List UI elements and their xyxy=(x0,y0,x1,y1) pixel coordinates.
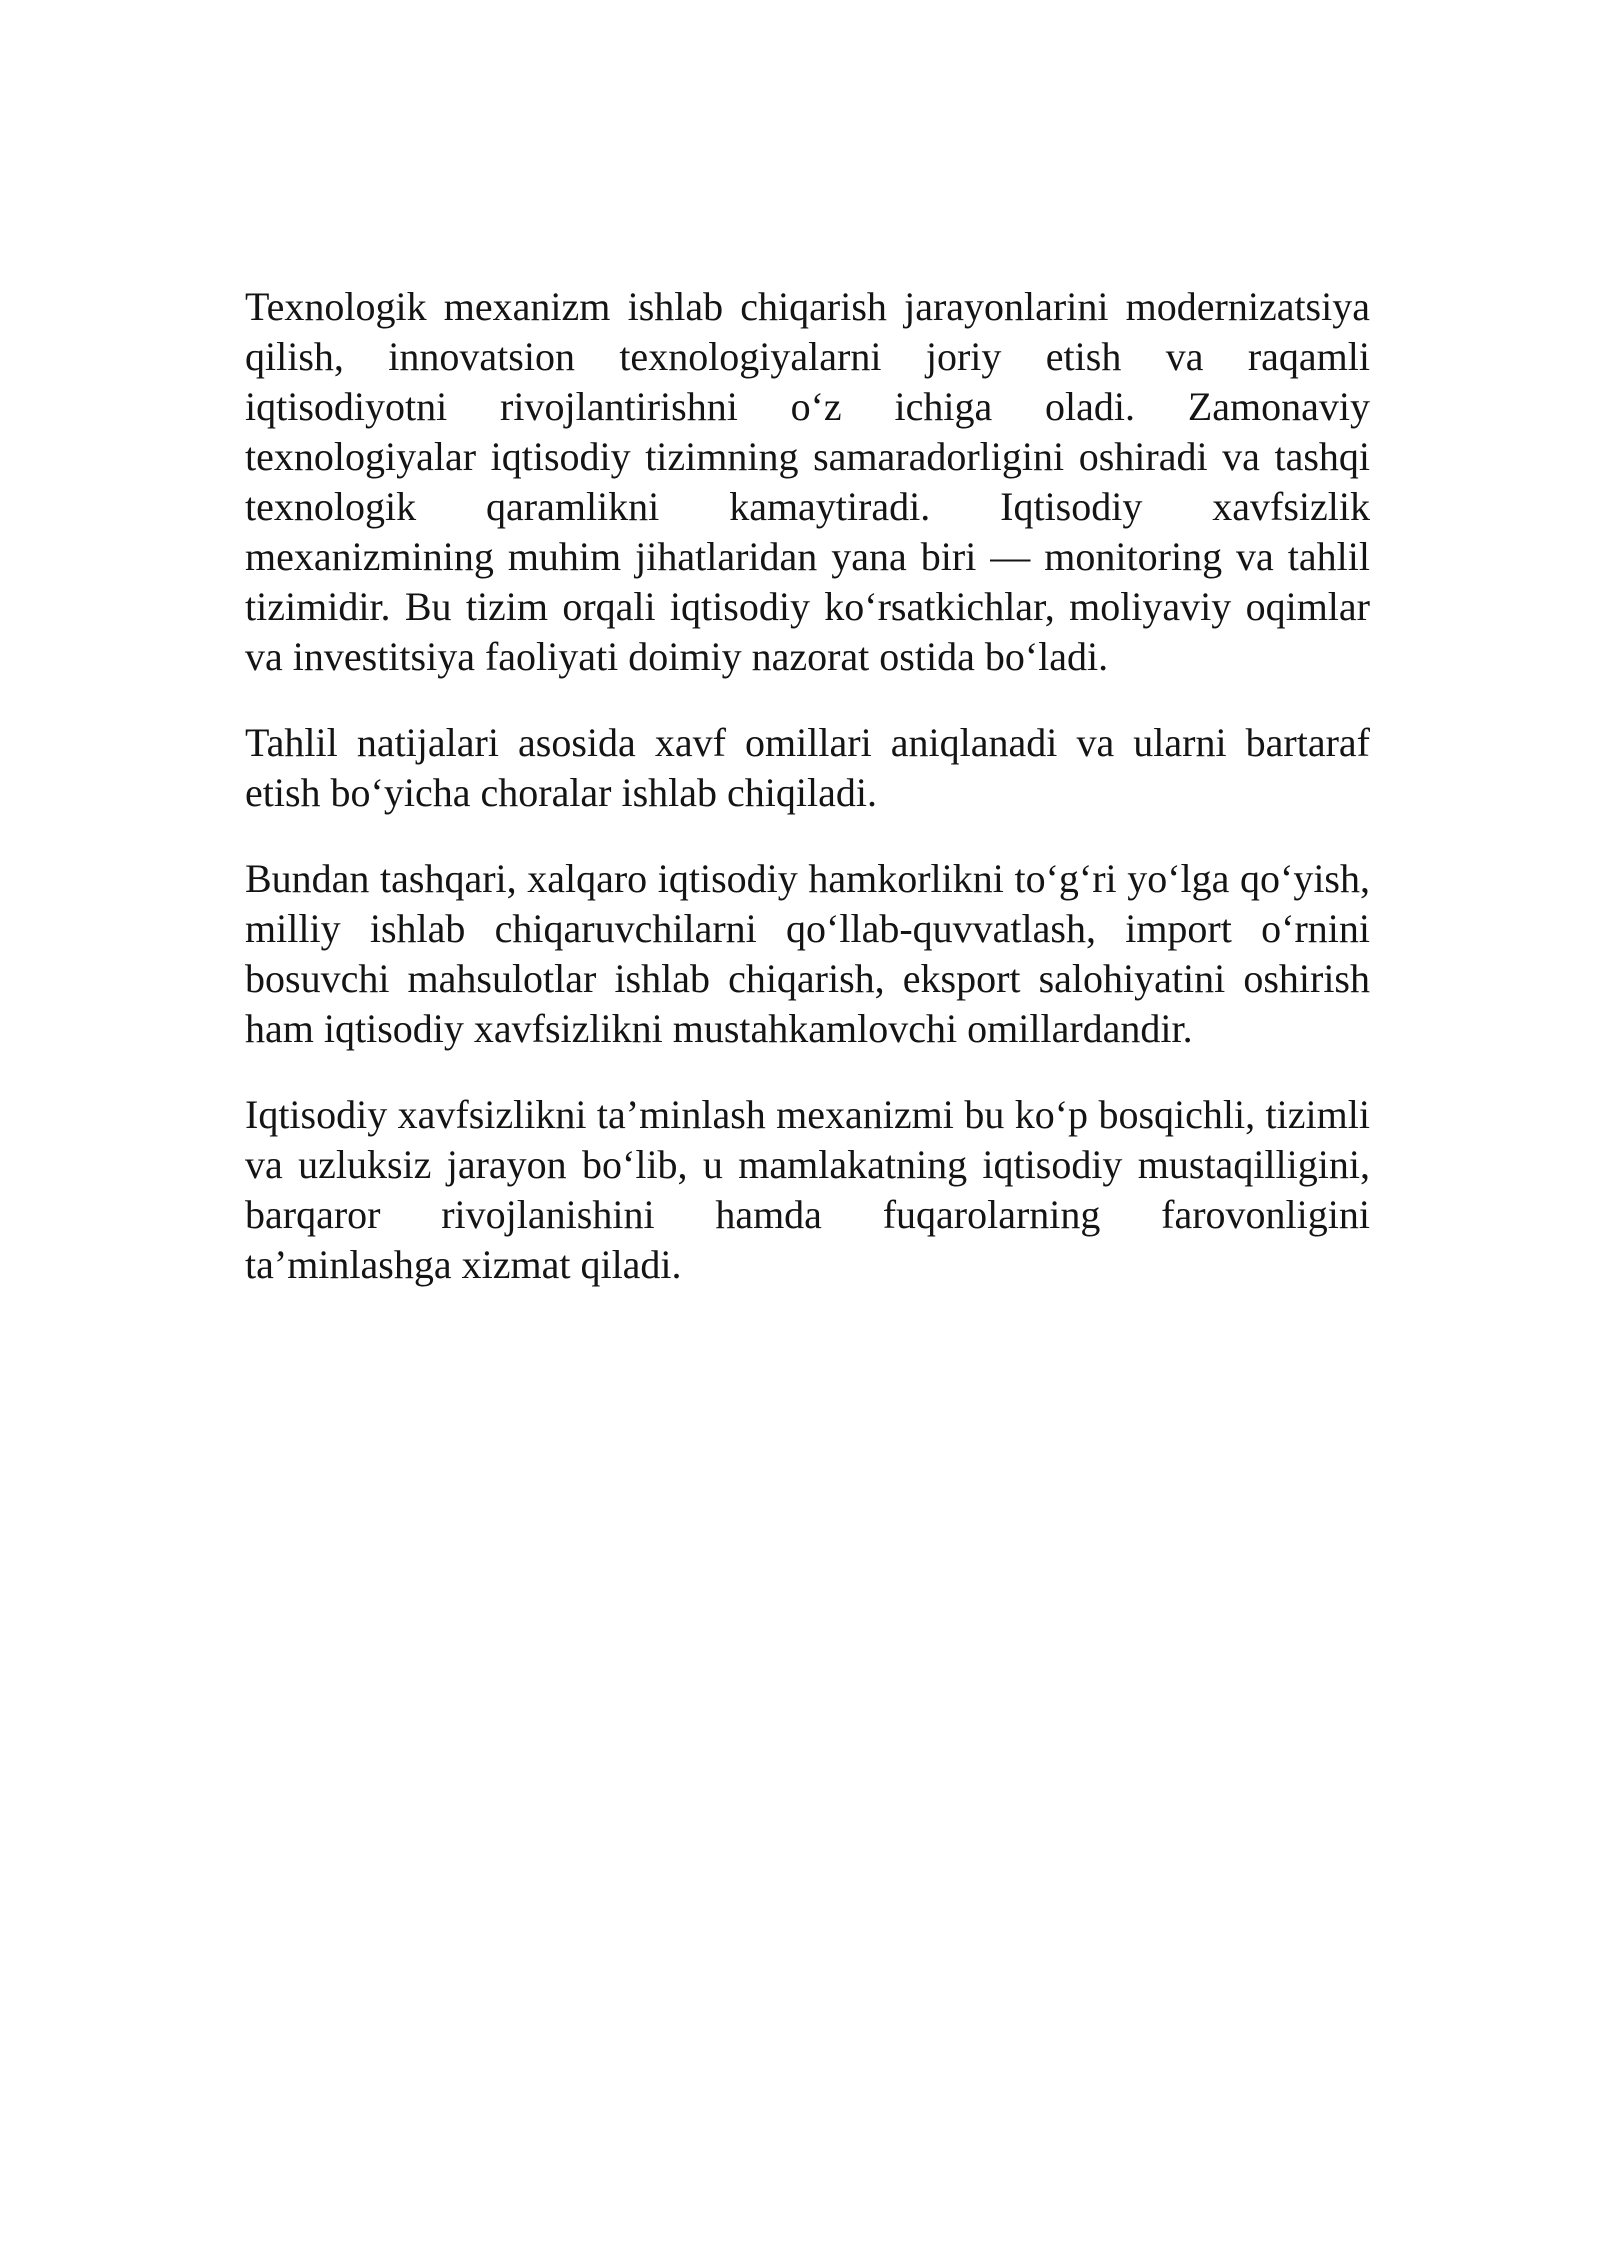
paragraph-4: Iqtisodiy xavfsizlikni ta’minlash mexanizmi bu ko‘p bosqichli, tizimli va uzluksiz jarayon bo‘lib, u mamlakatning iqtisodiy mustaqilligini, barqaror rivojlanishini hamda fuqarolarning farovonligini ta’minlashga xizmat qiladi. xyxy=(245,1092,1370,1287)
document-body xyxy=(245,282,1370,1326)
paragraph-1: Texnologik mexanizm ishlab chiqarish jarayonlarini modernizatsiya qilish, innovatsion texnologiyalarni joriy etish va raqamli iqtisodiyotni rivojlantirishni o‘z ichiga oladi. Zamonaviy texnologiyalar iqtisodiy tizimning samaradorligini oshiradi va tashqi texnologik qaramlikni kamaytiradi. Iqtisodiy xavfsizlik mexanizmining muhim jihatlaridan yana biri — monitoring va tahlil tizimidir. Bu tizim orqali iqtisodiy ko‘rsatkichlar, moliyaviy oqimlar va investitsiya faoliyati doimiy nazorat ostida bo‘ladi. xyxy=(245,284,1370,679)
paragraph-3: Bundan tashqari, xalqaro iqtisodiy hamkorlikni to‘g‘ri yo‘lga qo‘yish, milliy ishlab chiqaruvchilarni qo‘llab-quvvatlash, import o‘rnini bosuvchi mahsulotlar ishlab chiqarish, eksport salohiyatini oshirish ham iqtisodiy xavfsizlikni mustahkamlovchi omillardandir. xyxy=(245,856,1370,1051)
paragraph-2: Tahlil natijalari asosida xavf omillari aniqlanadi va ularni bartaraf etish bo‘yicha choralar ishlab chiqiladi. xyxy=(245,720,1370,815)
